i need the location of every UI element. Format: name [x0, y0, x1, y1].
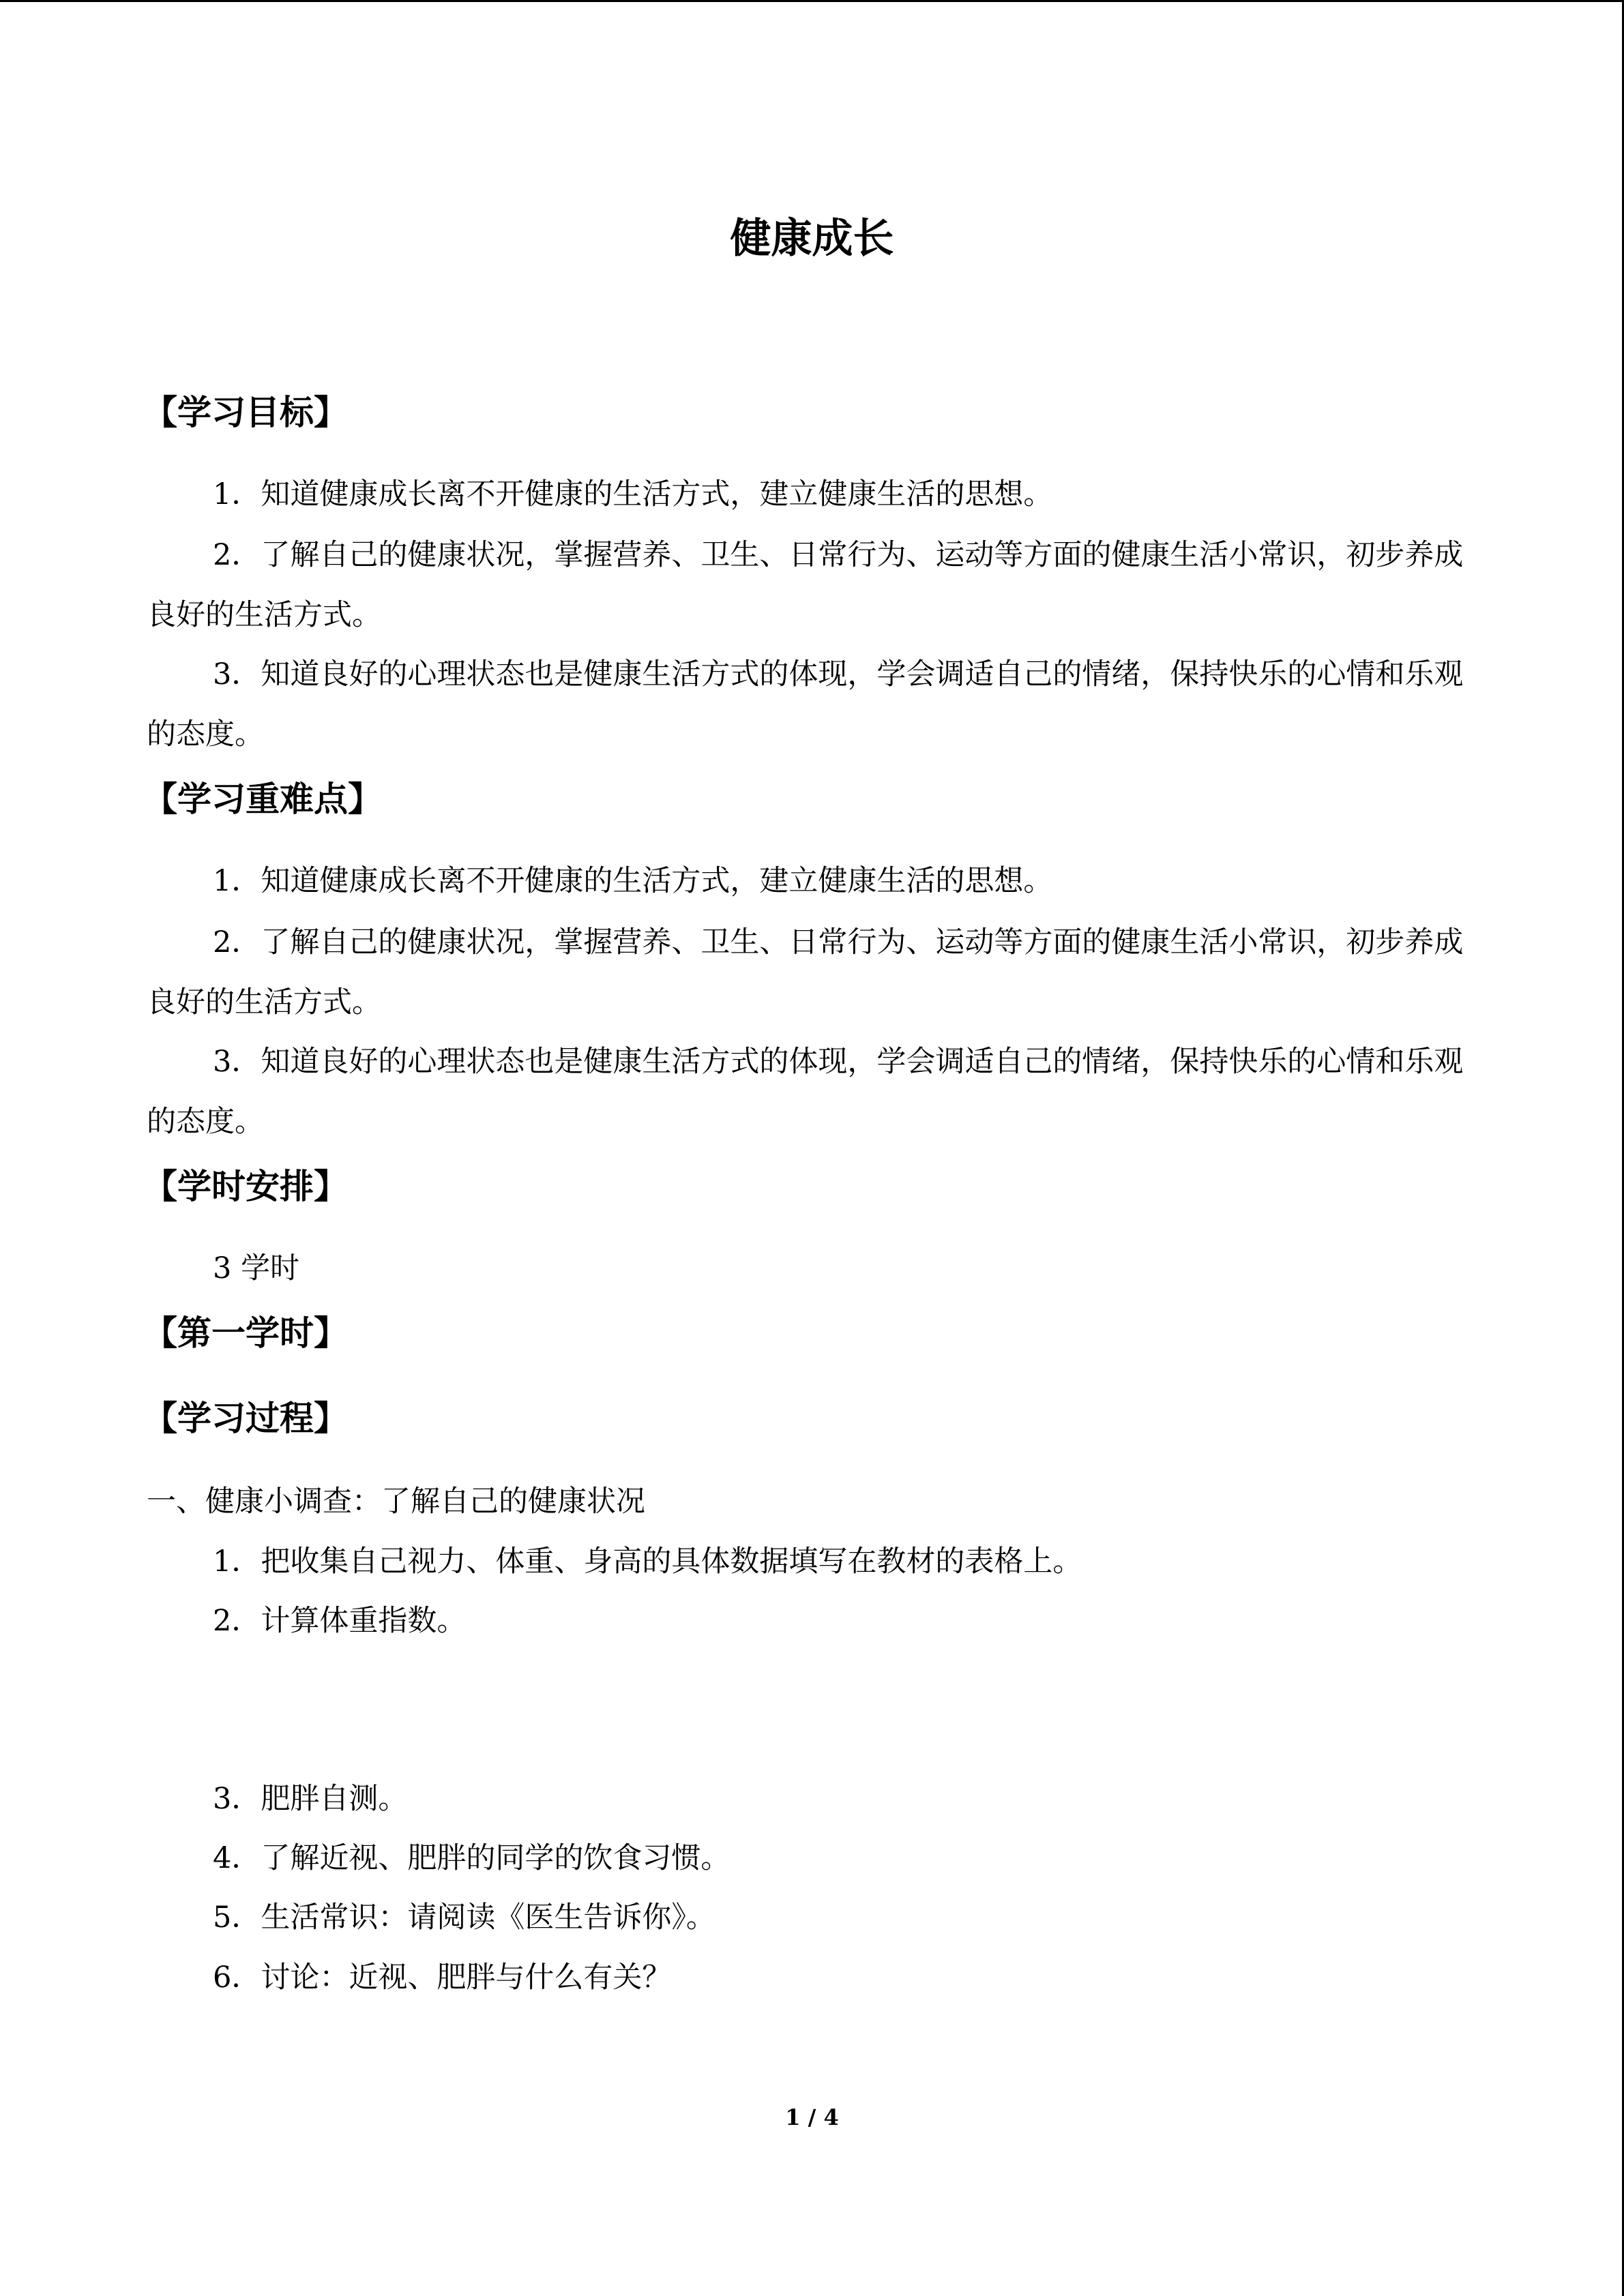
process-item-3: 3．肥胖自测。	[213, 1782, 408, 1816]
page-border-top	[0, 0, 1624, 2]
objectives-heading: 【学习目标】	[143, 393, 348, 432]
page-number: 1 / 4	[785, 2104, 839, 2130]
key-point-item-1: 1．知道健康成长离不开健康的生活方式，建立健康生活的思想。	[213, 864, 1053, 898]
schedule-text: 3 学时	[213, 1251, 300, 1285]
schedule-heading: 【学时安排】	[143, 1167, 348, 1206]
objective-item-2: 2．了解自己的健康状况，掌握营养、卫生、日常行为、运动等方面的健康生活小常识，初步养成良好的生活方式。	[147, 538, 1464, 632]
process-item-6: 6．讨论：近视、肥胖与什么有关？	[213, 1960, 672, 1995]
first-period-heading: 【第一学时】	[143, 1313, 348, 1353]
key-points-heading: 【学习重难点】	[143, 779, 382, 819]
key-point-item-2: 2．了解自己的健康状况，掌握营养、卫生、日常行为、运动等方面的健康生活小常识，初步养成良好的生活方式。	[147, 925, 1464, 1019]
key-point-item-3: 3．知道良好的心理状态也是健康生活方式的体现，学会调适自己的情绪，保持快乐的心情和乐观的态度。	[147, 1045, 1464, 1139]
process-item-2: 2．计算体重指数。	[213, 1604, 467, 1638]
objective-item-1: 1．知道健康成长离不开健康的生活方式，建立健康生活的思想。	[213, 477, 1053, 511]
process-item-4: 4．了解近视、肥胖的同学的饮食习惯。	[213, 1841, 730, 1875]
process-item-5: 5．生活常识：请阅读《医生告诉你》。	[213, 1900, 715, 1935]
objective-item-3: 3．知道良好的心理状态也是健康生活方式的体现，学会调适自己的情绪，保持快乐的心情和乐观的态度。	[147, 657, 1464, 751]
process-heading: 【学习过程】	[143, 1399, 348, 1438]
document-title: 健康成长	[730, 215, 894, 263]
process-section-1: 一、健康小调查：了解自己的健康状况	[147, 1485, 645, 1519]
process-item-1: 1．把收集自己视力、体重、身高的具体数据填写在教材的表格上。	[213, 1545, 1082, 1579]
